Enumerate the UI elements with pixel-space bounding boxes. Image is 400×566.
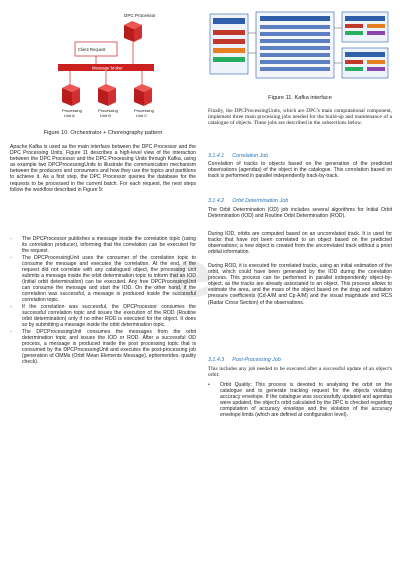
figure-10-caption: Figure 10. Orchestrator + Choreography pattern <box>43 130 163 136</box>
heading-correlation-job <box>208 153 268 159</box>
right-bullet-list <box>208 382 392 419</box>
iod-paragraph: During IOD, orbits are computed based on an uncorrelated track. It is used for tracks that have not been correlated to an object based on the predicted observations; a new object is created from the uncorrelated track without a priori orbital information. <box>208 231 392 256</box>
watermark: e <box>170 238 213 311</box>
left-intro-paragraph: Apache Kafka is used as the main interface between the DPC Processor and the DPC Processing Units. Figure 11 describes a high-level view of the interaction between the DPC Processor and the DPC Processing Units through Kafka, using as example two DPCProcessingUnits to illustrate the communication mechanism between the producers and consumers and how they use the topics and partitions to achieve it. As a first step, the DPC Processor queries the database for the requests to be processed in the current batch. For each request, the next steps follow the workflow described in Figure 9: <box>10 144 196 193</box>
unit-a-label: Processing Unit A <box>62 108 82 118</box>
post-processing-paragraph: This includes any job needed to be executed after a successful update of an object's orbit: <box>208 366 392 379</box>
unit-c-label: Processing Unit C <box>134 108 154 118</box>
list-item: - The DPCProcessor publishes a message inside the correlation topic (using its correlation producer), informing that the correlation can be executed for the request. <box>10 236 196 255</box>
bullet-text: The DPCProcessingUnit consumes the messages from the orbit determination topic and issues the IOD or ROD. After a successful OD process, a message is produced inside the post processing topic that is consumed by the DPCProcessingUnit and executes the post-processing job (generation of OMMs (Orbit Mean Elements Message), ephemerides, quality check). <box>22 328 196 366</box>
left-bullet-list <box>10 236 196 366</box>
kafka-diagram <box>208 8 392 92</box>
rod-paragraph: During ROD, it is executed for correlated tracks, using an initial estimation of the orbit, which could have been generated by the IOD during the correlation process. This process can be performed in parallel independently object-by-object, as the tracks are already associated to an object. This process allows to estimate the area, and the mass of the object based on the drag and radiation pressure coefficients (Cd·A/M and Cp·A/M) and the visual magnitude and RCS (Radar Cross Section) of the observations. <box>208 263 392 306</box>
heading-number: 3.1.4.1 <box>208 153 225 159</box>
heading-number: 3.1.4.3 <box>208 357 225 363</box>
figure-10-diagram <box>12 8 192 130</box>
right-intro-paragraph: Finally, the DPCProcessingUnits, which are DPC's main computational component, implement three main processing jobs needed for the build-up and maintenance of a catalogue of objects. These jobs are described in the subsections below. <box>208 108 392 127</box>
dpc-processor-label: DPC Processor <box>124 13 156 18</box>
heading-title: Post-Processing Job <box>232 357 281 363</box>
list-item: - The DPCProcessingUnit consumes the messages from the orbit determination topic and issues the IOD or ROD. After a successful OD process, a message is produced inside the post processing topic that is consumed by the DPCProcessingUnit and executes the post-processing job (generation of OMMs (Orbit Mean Elements Message), ephemerides, quality check). <box>10 328 196 366</box>
bullet-text: If the correlation was successful, the DPCProcessor consumes the successful correlation topic and issues the execution of the ROD (Routine orbit determination) only if no other ROD is executed for the object. It does so by submitting a message inside the orbit determination topic. <box>22 304 196 329</box>
bullet-text: Orbit Quality: This process is devoted to analysing the orbit on the catalogue and to generate tracking request for the objects violating accuracy envelope. If the catalogue was successfully updated and agendas were updated, the object's orbit calculated by the DPC is checked regarding computation of accuracy envelope and the violation of the accuracy envelope limits (which are defined at configuration level). <box>220 382 392 419</box>
od-paragraph: The Orbit Determination (OD) job includes several algorithms for Initial Orbit Determination (IOD) and Routine Orbit Determination (ROD). <box>208 207 392 220</box>
heading-post-processing-job <box>208 357 281 363</box>
orchestrator-diagram <box>12 8 192 130</box>
client-request-label: Client Request <box>78 47 106 52</box>
unit-a-cube <box>62 84 80 106</box>
heading-orbit-determination-job <box>208 198 288 204</box>
figure-11-caption: Figure 11. Kafka interface <box>268 95 332 101</box>
unit-b-cube <box>98 84 116 106</box>
unit-c-cube <box>134 84 152 106</box>
figure-11-diagram <box>208 8 392 92</box>
heading-title: Orbit Determination Job <box>232 198 289 204</box>
dpc-processor-cube <box>124 21 142 42</box>
message-broker-label: Message broker <box>92 65 123 71</box>
list-item: - If the correlation was successful, the DPCProcessor consumes the successful correlation topic and issues the execution of the ROD (Routine orbit determination) only if no other ROD is executed for the object. It does so by submitting a message inside the orbit determination topic. <box>10 304 196 329</box>
correlation-paragraph: Correlation of tracks to objects based on the generation of the predicted observations (agendas) of the object in the catalogue. This correlation based on track is performed in parallel independently track-by-track. <box>208 161 392 180</box>
bullet-text: The DPCProcessingUnit uses the consumer of the correlation topic to consume the message and executes the correlation. At the end, if the request did not correlate with any catalogued object, the processing unit submits a message inside the orbit determination topic to inform that an IOD (Initial orbit determination) can be executed. Any free DPCProcessingUnit can consume the message and start the IOD. On the other hand, if the correlation was successful, a message is produced inside the successful correlation topic. <box>22 254 196 304</box>
heading-number: 3.1.4.2 <box>208 198 225 204</box>
list-item: • Orbit Quality: This process is devoted to analysing the orbit on the catalogue and to generate tracking request for the objects violating accuracy envelope. If the catalogue was successfully updated and agendas were updated, the object's orbit calculated by the DPC is checked regarding computation of accuracy envelope and the violation of the accuracy envelope limits (which are defined at configuration level). <box>208 382 392 419</box>
list-item: - The DPCProcessingUnit uses the consumer of the correlation topic to consume the message and executes the correlation. At the end, if the request did not correlate with any catalogued object, the processing unit submits a message inside the orbit determination topic to inform that an IOD (Initial orbit determination) can be executed. Any free DPCProcessingUnit can consume the message and start the IOD. On the other hand, if the correlation was successful, a message is produced inside the successful correlation topic. <box>10 254 196 304</box>
unit-b-label: Processing Unit B <box>98 108 118 118</box>
bullet-text: The DPCProcessor publishes a message inside the correlation topic (using its correlation producer), informing that the correlation can be executed for the request. <box>22 236 196 255</box>
heading-title: Correlation Job <box>232 153 269 159</box>
